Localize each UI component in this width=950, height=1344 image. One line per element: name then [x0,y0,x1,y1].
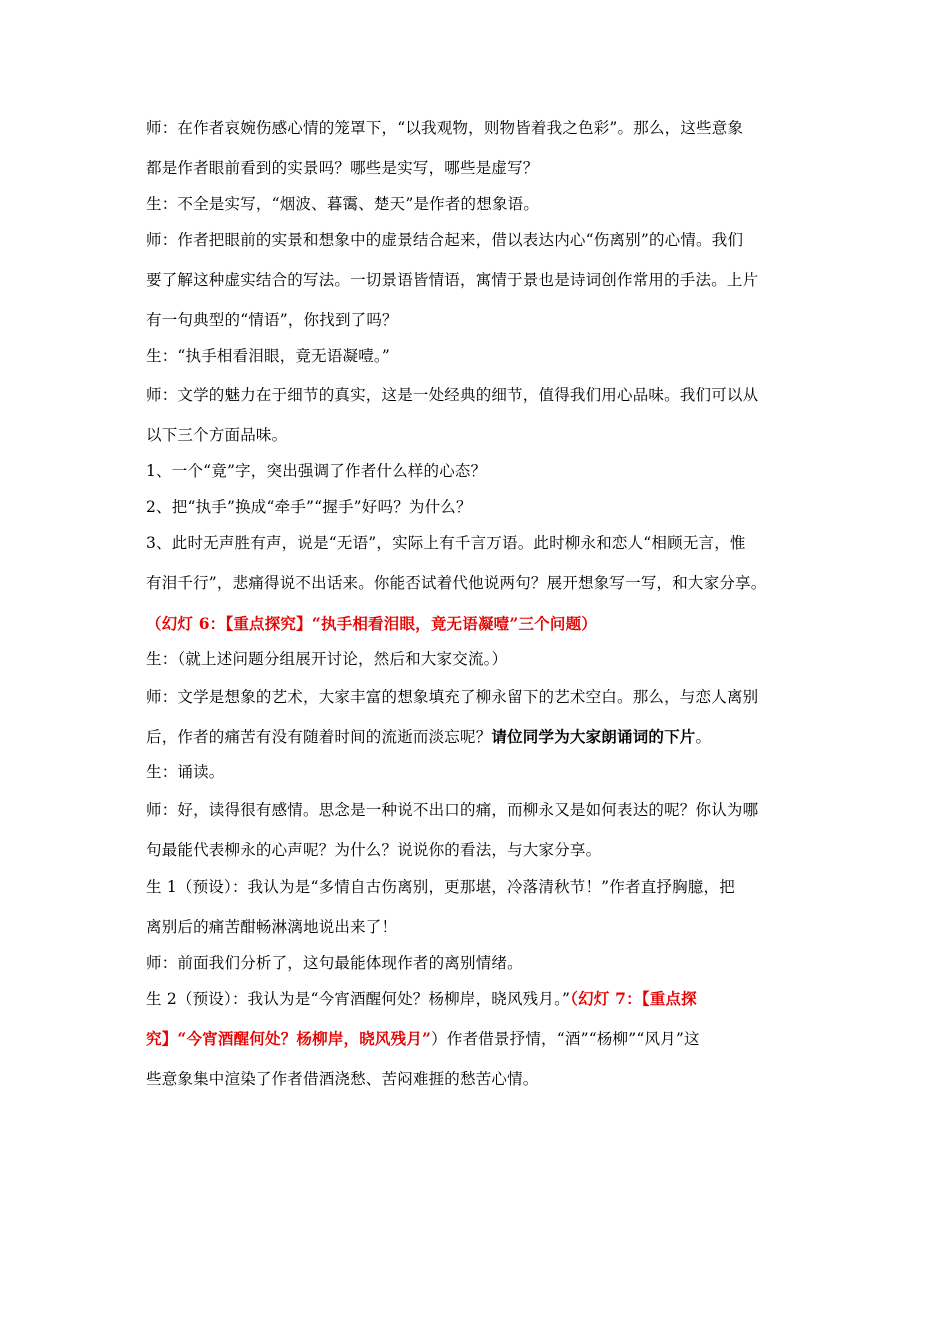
text-segment: 要了解这种虚实结合的写法。一切景语皆情语，寓情于景也是诗词创作常用的手法。上片 [146,271,759,289]
text-line [146,1068,539,1090]
text-line [146,952,523,974]
text-line [146,269,758,291]
text-line [146,229,743,251]
text-line [146,686,758,708]
text-segment: 师：前面我们分析了，这句最能体现作者的离别情绪。 [146,954,523,972]
text-line [146,117,743,139]
text-line [146,460,486,482]
text-segment: 以下三个方面品味。 [146,426,288,444]
text-segment: 生：“执手相看泪眼，竟无语凝噎。” [146,347,390,365]
text-line [146,496,472,518]
slide-note: 究】“今宵酒醒何处？杨柳岸，晓风残月” [146,1029,432,1048]
text-line [146,876,735,898]
text-line [146,839,601,861]
text-line [146,799,758,821]
text-segment: 有一句典型的“情语”，你找到了吗？ [146,311,398,329]
text-segment: 师：好，读得很有感情。思念是一种说不出口的痛，而柳永又是如何表达的呢？你认为哪 [146,801,759,819]
text-line [146,424,287,446]
text-line [146,726,711,748]
text-segment: 生 1（预设）：我认为是“多情自古伤离别，更那堪，冷落清秋节！”作者直抒胸臆，把 [146,878,735,896]
text-segment: 生：（就上述问题分组展开讨论，然后和大家交流。） [146,650,508,668]
text-line [146,193,539,215]
text-line [146,916,397,938]
slide-note: （幻灯 6：【重点探究】“执手相看泪眼，竟无语凝噎”三个问题） [146,614,597,633]
text-line [146,157,539,179]
text-segment: 句最能代表柳永的心声呢？为什么？说说你的看法，与大家分享。 [146,841,602,859]
text-segment: 师：文学的魅力在于细节的真实，这是一处经典的细节，值得我们用心品味。我们可以从 [146,386,759,404]
text-line [146,761,225,783]
text-line [146,309,398,331]
text-segment: 师：作者把眼前的实景和想象中的虚景结合起来，借以表达内心“伤离别”的心情。我们 [146,231,744,249]
text-segment: 后，作者的痛苦有没有随着时间的流逝而淡忘呢？ [146,728,492,746]
text-line [146,988,697,1010]
text-line [146,613,597,635]
text-line [146,384,758,406]
text-segment: ）作者借景抒情，“酒”“杨柳”“风月”这 [431,1030,700,1048]
text-line [146,345,390,367]
text-segment: 3、此时无声胜有声，说是“无语”，实际上有千言万语。此时柳永和恋人“相顾无言，惟 [146,534,746,552]
text-segment: 。 [695,728,712,746]
text-segment: 师：在作者哀婉伤感心情的笼罩下，“以我观物，则物皆着我之色彩”。那么，这些意象 [146,119,744,137]
text-segment: 生：不全是实写，“烟波、暮霭、楚天”是作者的想象语。 [146,195,540,213]
slide-note: （幻灯 7：【重点探 [570,989,697,1008]
text-line [146,572,766,594]
text-line [146,648,507,670]
text-segment: 生：诵读。 [146,763,225,781]
text-segment: 1、一个“竟”字，突出强调了作者什么样的心态？ [146,462,487,480]
text-line [146,1028,700,1050]
text-line [146,532,746,554]
text-segment: 离别后的痛苦酣畅淋漓地说出来了！ [146,918,398,936]
text-segment: 生 2（预设）：我认为是“今宵酒醒何处？杨柳岸，晓风残月。” [146,990,571,1008]
text-segment: 2、把“执手”换成“牵手”“握手”好吗？为什么？ [146,498,472,516]
text-segment: 有泪千行”，悲痛得说不出话来。你能否试着代他说两句？展开想象写一写，和大家分享。 [146,574,767,592]
text-segment: 师：文学是想象的艺术，大家丰富的想象填充了柳永留下的艺术空白。那么，与恋人离别 [146,688,759,706]
text-segment: 些意象集中渲染了作者借酒浇愁、苦闷难捱的愁苦心情。 [146,1070,539,1088]
emphasis-text: 请位同学为大家朗诵词的下片 [491,727,696,746]
text-segment: 都是作者眼前看到的实景吗？哪些是实写，哪些是虚写？ [146,159,539,177]
